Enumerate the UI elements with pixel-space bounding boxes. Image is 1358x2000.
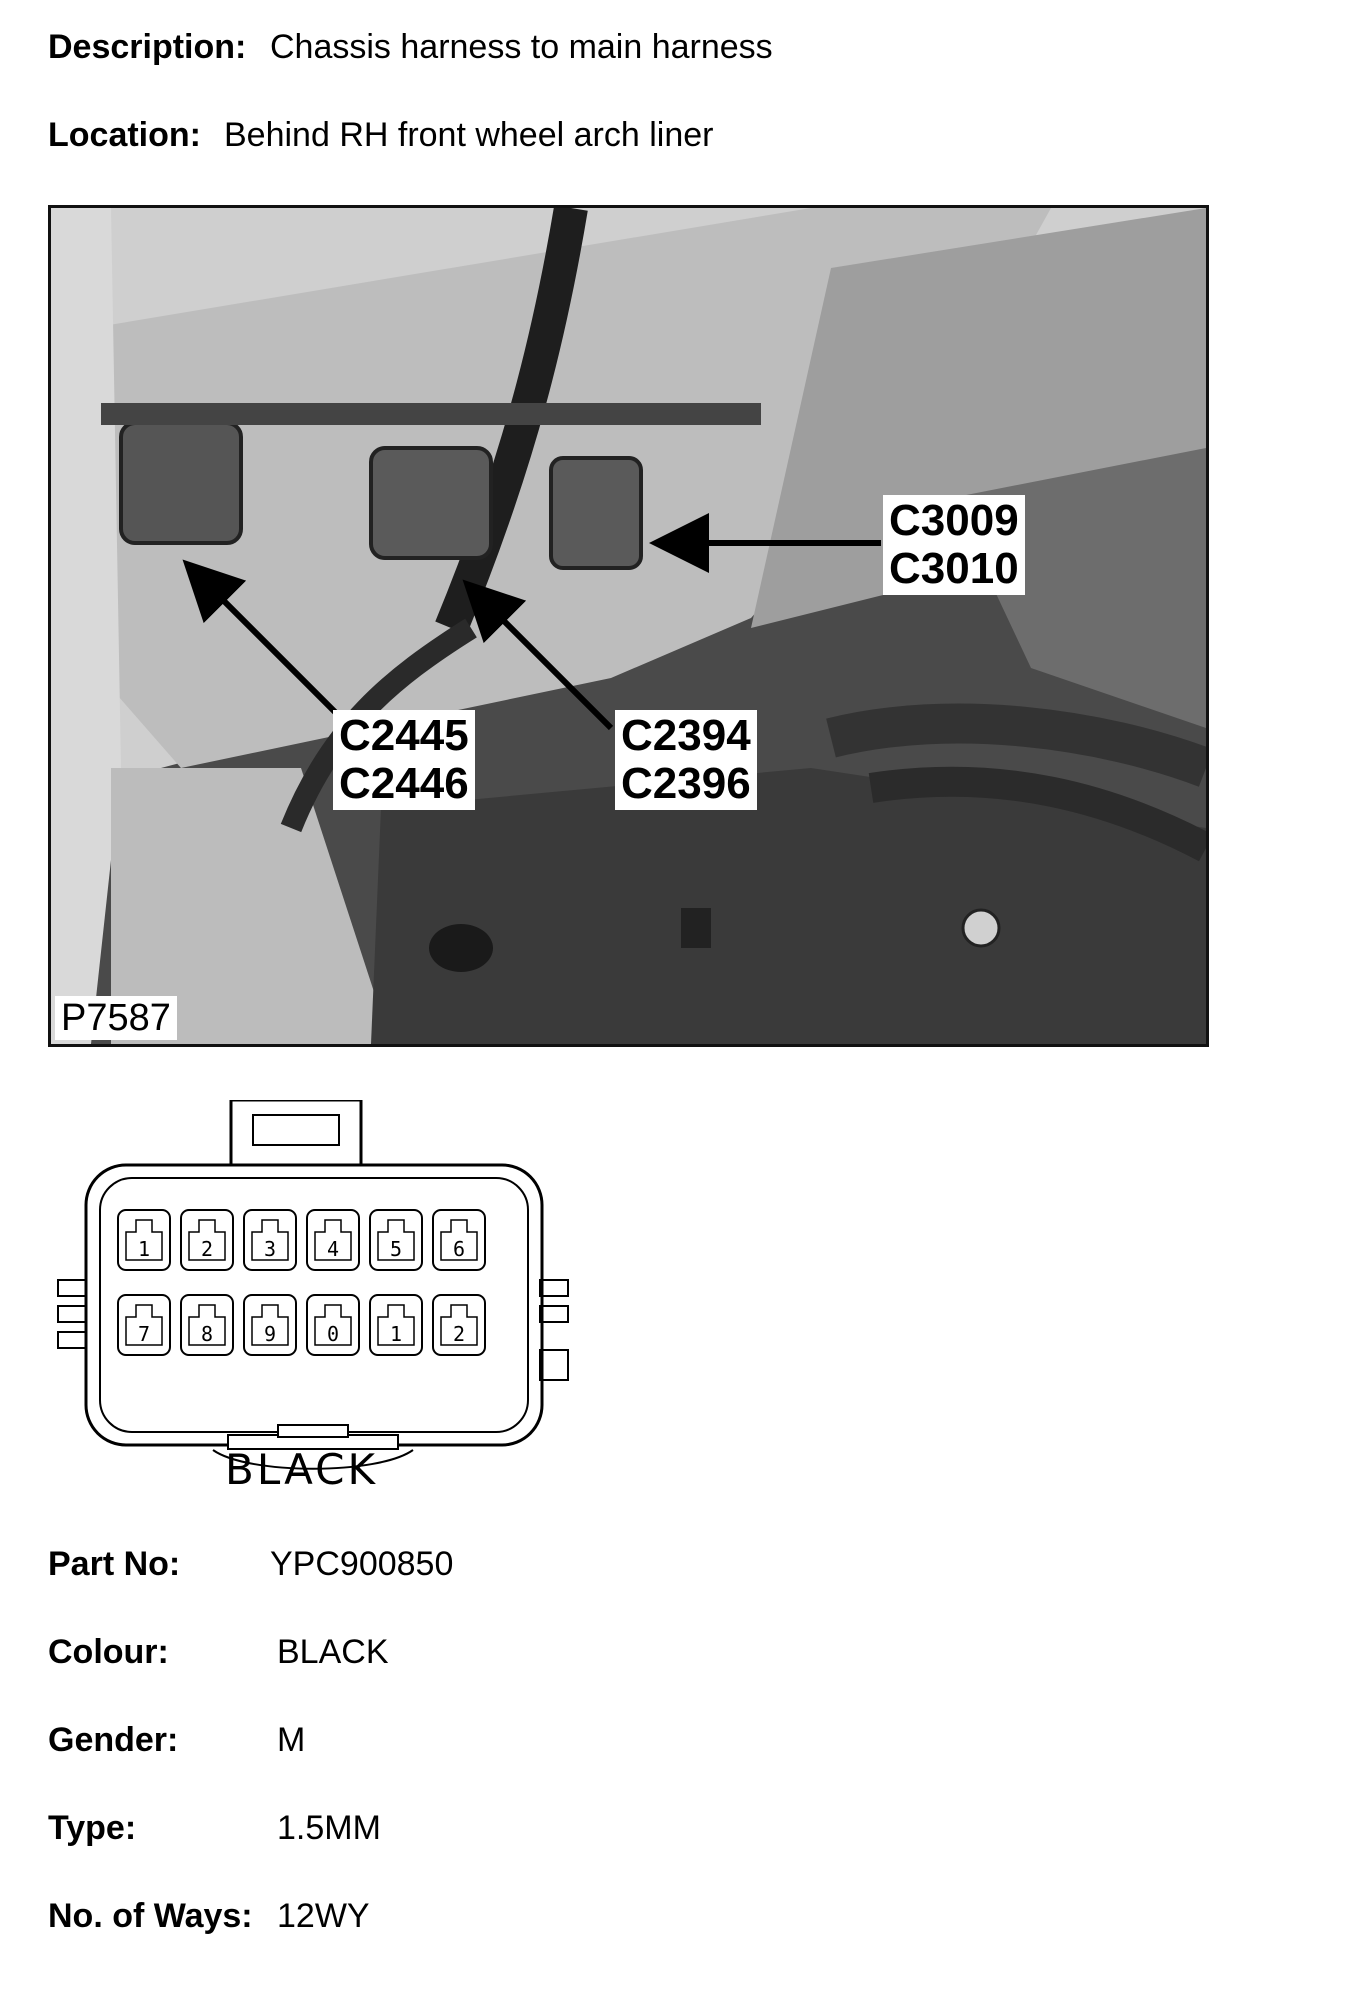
- callout-c2396: C2396: [621, 759, 751, 808]
- ways-value: 12WY: [277, 1897, 370, 1935]
- callout-c2394-c2396: [615, 710, 757, 810]
- connector-colour-label: BLACK: [225, 1445, 379, 1494]
- ways-label: No. of Ways:: [48, 1897, 253, 1935]
- location-value: Behind RH front wheel arch liner: [224, 116, 714, 154]
- pin-number: 6: [452, 1237, 466, 1261]
- description-value: Chassis harness to main harness: [270, 28, 773, 66]
- callout-c2394: C2394: [621, 711, 751, 760]
- location-row: [48, 116, 714, 155]
- photo-illustration: [51, 208, 1206, 1044]
- gender-label: Gender:: [48, 1721, 179, 1759]
- pin-number: 5: [389, 1237, 403, 1261]
- pin-number: 2: [200, 1237, 214, 1261]
- callout-c2446: C2446: [339, 759, 469, 808]
- location-photo: [48, 205, 1209, 1047]
- pin-number: 7: [137, 1322, 151, 1346]
- part-no-label: Part No:: [48, 1545, 181, 1583]
- colour-value: BLACK: [277, 1633, 389, 1671]
- pin-number: 1: [389, 1322, 403, 1346]
- connector-face-diagram: [48, 1100, 588, 1500]
- callout-c2445-c2446: [333, 710, 475, 810]
- pin-number: 4: [326, 1237, 340, 1261]
- type-row: [48, 1809, 381, 1848]
- latch-tab: [231, 1100, 361, 1165]
- pin-number: 1: [137, 1237, 151, 1261]
- part-no-value: YPC900850: [270, 1545, 454, 1583]
- location-label: Location:: [48, 116, 201, 154]
- pin-number: 2: [452, 1322, 466, 1346]
- description-label: Description:: [48, 28, 247, 66]
- callout-c3009: C3009: [889, 496, 1019, 545]
- pin-number: 0: [326, 1322, 340, 1346]
- description-row: [48, 28, 773, 67]
- callout-c3010: C3010: [889, 544, 1019, 593]
- type-label: Type:: [48, 1809, 137, 1847]
- gender-value: M: [277, 1721, 306, 1759]
- callout-c2445: C2445: [339, 711, 469, 760]
- connector-body: [86, 1165, 542, 1445]
- callout-c3009-c3010: [883, 495, 1025, 595]
- pin-number: 8: [200, 1322, 214, 1346]
- part-no-row: [48, 1545, 454, 1584]
- colour-row: [48, 1633, 389, 1672]
- ways-row: [48, 1897, 370, 1936]
- photo-id: P7587: [55, 996, 177, 1040]
- pin-number: 9: [263, 1322, 277, 1346]
- pin-number: 3: [263, 1237, 277, 1261]
- type-value: 1.5MM: [277, 1809, 381, 1847]
- gender-row: [48, 1721, 306, 1760]
- colour-label: Colour:: [48, 1633, 169, 1671]
